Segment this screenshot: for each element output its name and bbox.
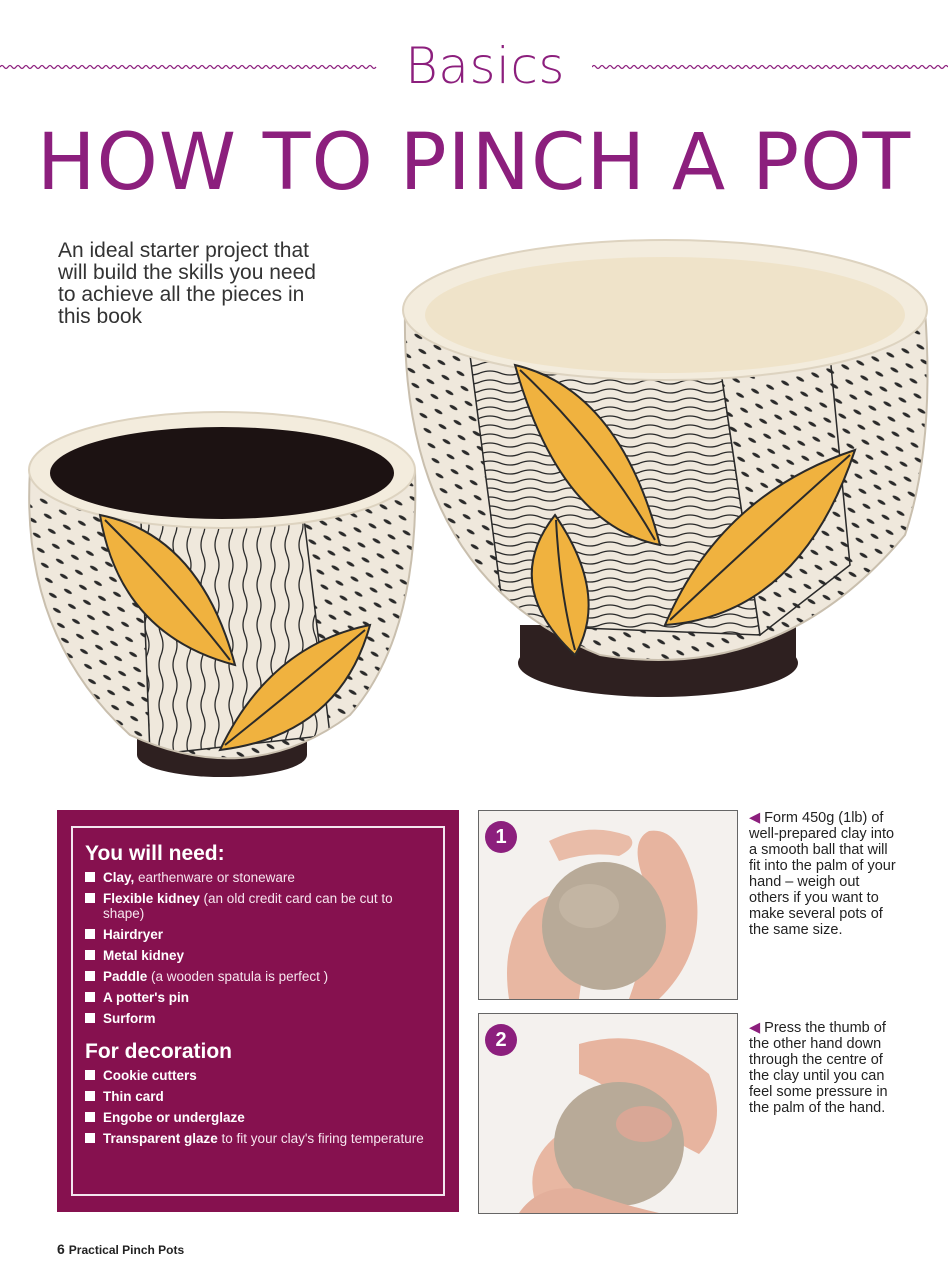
materials-heading: You will need: [85, 842, 225, 865]
list-item [85, 1011, 431, 1026]
materials-list [85, 870, 431, 1026]
step-2-caption [749, 1020, 899, 1116]
step-2-number: 2 [485, 1024, 517, 1056]
square-bullet-icon [85, 1091, 95, 1101]
item-note: (a wooden spatula is perfect ) [147, 969, 329, 984]
decorative-wave-right [592, 64, 948, 70]
square-bullet-icon [85, 929, 95, 939]
publication-title: Practical Pinch Pots [68, 1243, 185, 1257]
item-name: Flexible kidney [103, 891, 200, 906]
square-bullet-icon [85, 971, 95, 981]
square-bullet-icon [85, 992, 95, 1002]
step-1-caption-text: Form 450g (1lb) of well-prepared clay into a smooth ball that will fit into the palm of your hand – weigh out others if you want to make several pots of the same size. [749, 810, 896, 938]
item-name: Engobe or underglaze [103, 1110, 245, 1125]
intro-text: An ideal starter project that will build the skills you need to achieve all the pieces in this book [58, 239, 316, 328]
page-title: HOW TO PINCH A POT [36, 118, 912, 208]
item-name: Surform [103, 1011, 156, 1026]
section-label: Basics [405, 37, 565, 95]
page-number: 6 [57, 1241, 65, 1257]
item-name: Paddle [103, 969, 148, 984]
left-triangle-icon: ◀ [749, 1020, 761, 1036]
decoration-heading: For decoration [85, 1040, 233, 1063]
square-bullet-icon [85, 1133, 95, 1143]
square-bullet-icon [85, 1070, 95, 1080]
list-item [85, 1131, 431, 1146]
item-name: Hairdryer [103, 927, 164, 942]
step-2-photo [478, 1013, 738, 1214]
step-1-caption [749, 810, 899, 938]
square-bullet-icon [85, 950, 95, 960]
materials-panel [71, 826, 445, 1196]
square-bullet-icon [85, 1112, 95, 1122]
item-name: Thin card [103, 1089, 164, 1104]
hero-pots-illustration [0, 215, 948, 815]
section-header [0, 36, 948, 96]
list-item [85, 990, 431, 1005]
step-1-photo [478, 810, 738, 1000]
thumb-pressing-clay-image [479, 1014, 737, 1213]
item-note: (an old credit card can be cut to shape) [103, 891, 393, 921]
step-2-caption-text: Press the thumb of the other hand down through the centre of the clay until you can feel some pressure in the palm of the hand. [749, 1020, 888, 1116]
item-name: Clay, [103, 870, 135, 885]
hands-holding-clay-ball-image [479, 811, 737, 999]
item-name: Cookie cutters [103, 1068, 197, 1083]
decorative-wave-left [0, 64, 378, 70]
list-item [85, 891, 431, 921]
square-bullet-icon [85, 1013, 95, 1023]
item-note: to fit your clay's firing temperature [217, 1131, 424, 1146]
left-triangle-icon: ◀ [749, 810, 761, 826]
list-item [85, 870, 431, 885]
list-item [85, 969, 431, 984]
large-pot [380, 240, 940, 697]
materials-box [57, 810, 459, 1212]
square-bullet-icon [85, 872, 95, 882]
list-item [85, 1089, 431, 1104]
decoration-list [85, 1068, 431, 1146]
page-footer [57, 1241, 184, 1257]
list-item [85, 927, 431, 942]
list-item [85, 1110, 431, 1125]
small-pot [20, 412, 420, 795]
item-name: Transparent glaze [103, 1131, 218, 1146]
square-bullet-icon [85, 893, 95, 903]
item-name: Metal kidney [103, 948, 185, 963]
step-1-number: 1 [485, 821, 517, 853]
item-name: A potter's pin [103, 990, 189, 1005]
list-item [85, 1068, 431, 1083]
list-item [85, 948, 431, 963]
item-note: earthenware or stoneware [134, 870, 295, 885]
